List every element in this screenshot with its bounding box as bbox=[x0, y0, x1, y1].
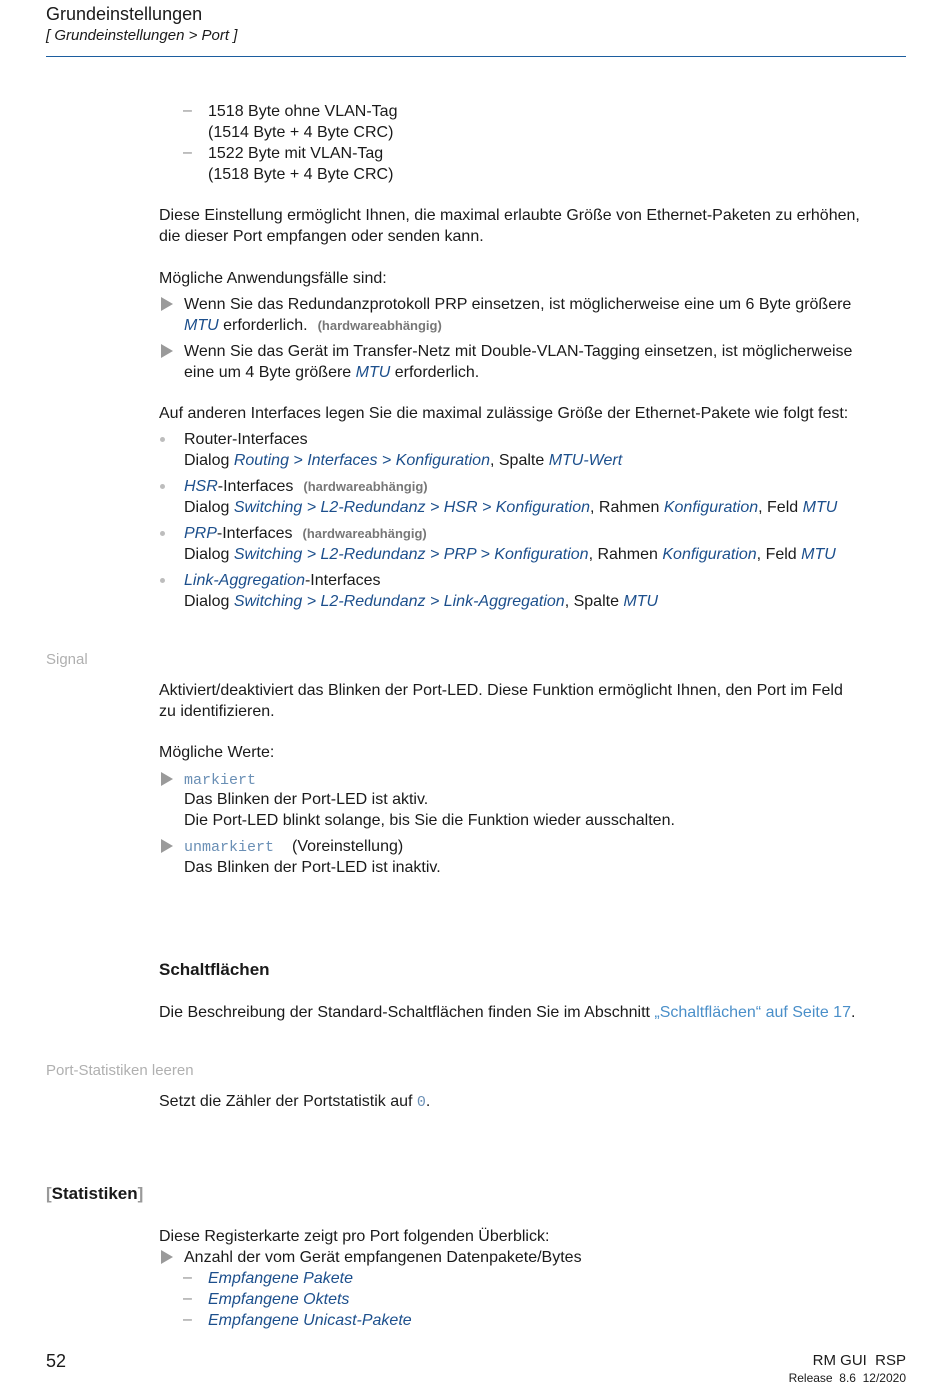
triangle-bullet-icon bbox=[161, 1250, 173, 1264]
buttons-text: Die Beschreibung der Standard-Schaltflächen finden Sie im Abschnitt „Schaltflächen“ auf Seite 17. bbox=[159, 1004, 856, 1021]
hsr-link[interactable]: HSR bbox=[184, 478, 218, 495]
hsr-interfaces-dialog: Dialog Switching > L2-Redundanz > HSR > Konfiguration, Rahmen Konfiguration, Feld MTU bbox=[184, 499, 838, 516]
lag-interfaces-dialog: Dialog Switching > L2-Redundanz > Link-Aggregation, Spalte MTU bbox=[184, 593, 659, 610]
dash-bullet: – bbox=[183, 144, 192, 161]
konfiguration-frame-link[interactable]: Konfiguration bbox=[662, 546, 757, 563]
mtu-link[interactable]: MTU bbox=[355, 364, 391, 381]
dot-bullet bbox=[160, 578, 165, 583]
received-unicast-link[interactable]: Empfangene Unicast-Pakete bbox=[208, 1312, 412, 1329]
dash-bullet: – bbox=[183, 102, 192, 119]
prp-link[interactable]: PRP bbox=[184, 525, 217, 542]
router-interfaces-title: Router-Interfaces bbox=[184, 431, 308, 448]
mtu-value-1-line1: 1518 Byte ohne VLAN-Tag bbox=[208, 103, 398, 120]
dash-bullet: – bbox=[183, 1269, 192, 1286]
usecase-1-line1: Wenn Sie das Redundanzprotokoll PRP einsetzen, ist möglicherweise eine um 6 Byte größere bbox=[184, 296, 852, 313]
release-info: Release 8.6 12/2020 bbox=[788, 1371, 906, 1385]
konfiguration-frame-link[interactable]: Konfiguration bbox=[663, 499, 759, 516]
received-packets-link[interactable]: Empfangene Pakete bbox=[208, 1270, 353, 1287]
signal-checked-line2: Die Port-LED blinkt solange, bis Sie die Funktion wieder ausschalten. bbox=[184, 812, 675, 829]
link-aggregation-link[interactable]: Link-Aggregation bbox=[184, 572, 305, 589]
signal-unchecked-value: unmarkiert (Voreinstellung) bbox=[184, 838, 404, 856]
triangle-bullet-icon bbox=[161, 839, 173, 853]
mtu-value-1-line2: (1514 Byte + 4 Byte CRC) bbox=[208, 124, 394, 141]
hsr-interfaces-title: HSR-Interfaces (hardwareabhängig) bbox=[184, 478, 428, 495]
dot-bullet bbox=[160, 437, 165, 442]
signal-label: Signal bbox=[46, 651, 88, 668]
statistics-intro: Diese Registerkarte zeigt pro Port folgenden Überblick: bbox=[159, 1228, 550, 1245]
prp-interfaces-dialog: Dialog Switching > L2-Redundanz > PRP > Konfiguration, Rahmen Konfiguration, Feld MTU bbox=[184, 546, 836, 563]
hsr-config-link[interactable]: Switching > L2-Redundanz > HSR > Konfiguration bbox=[233, 499, 591, 516]
lag-interfaces-title: Link-Aggregation-Interfaces bbox=[184, 572, 381, 589]
mtu-value-2-line1: 1522 Byte mit VLAN-Tag bbox=[208, 145, 384, 162]
signal-desc-line1: Aktiviert/deaktiviert das Blinken der Port-LED. Diese Funktion ermöglicht Ihnen, den Port im Feld bbox=[159, 682, 843, 699]
page-header-title: Grundeinstellungen bbox=[46, 4, 203, 24]
mtu-field-link[interactable]: MTU bbox=[801, 546, 836, 563]
doc-name: RM GUI RSP bbox=[812, 1352, 906, 1369]
mtu-desc-line2: die dieser Port empfangen oder senden kann. bbox=[159, 228, 484, 245]
mtu-column-link[interactable]: MTU bbox=[623, 593, 659, 610]
triangle-bullet-icon bbox=[161, 344, 173, 358]
hardware-note: (hardwareabhängig) bbox=[317, 318, 442, 333]
usecase-2-line1: Wenn Sie das Gerät im Transfer-Netz mit Double-VLAN-Tagging einsetzen, ist möglicherweise bbox=[184, 343, 853, 360]
received-octets-link[interactable]: Empfangene Oktets bbox=[208, 1291, 350, 1308]
clear-stats-text: Setzt die Zähler der Portstatistik auf 0. bbox=[159, 1093, 431, 1111]
usecases-intro: Mögliche Anwendungsfälle sind: bbox=[159, 270, 387, 287]
statistics-tab-heading: [Statistiken] bbox=[46, 1184, 144, 1203]
dash-bullet: – bbox=[183, 1311, 192, 1328]
usecase-1-line2: MTU erforderlich. (hardwareabhängig) bbox=[184, 317, 442, 334]
prp-config-link[interactable]: Switching > L2-Redundanz > PRP > Konfiguration bbox=[233, 546, 589, 563]
routing-interfaces-config-link[interactable]: Routing > Interfaces > Konfiguration bbox=[233, 452, 490, 469]
mtu-field-link[interactable]: MTU bbox=[802, 499, 838, 516]
dot-bullet bbox=[160, 484, 165, 489]
mtu-wert-link[interactable]: MTU-Wert bbox=[548, 452, 623, 469]
hardware-note: (hardwareabhängig) bbox=[302, 526, 427, 541]
signal-checked-line1: Das Blinken der Port-LED ist aktiv. bbox=[184, 791, 429, 808]
dash-bullet: – bbox=[183, 1290, 192, 1307]
signal-unchecked-line1: Das Blinken der Port-LED ist inaktiv. bbox=[184, 859, 441, 876]
mtu-value-2-line2: (1518 Byte + 4 Byte CRC) bbox=[208, 166, 394, 183]
triangle-bullet-icon bbox=[161, 772, 173, 786]
mtu-desc-line1: Diese Einstellung ermöglicht Ihnen, die maximal erlaubte Größe von Ethernet-Paketen zu erhöhen, bbox=[159, 207, 860, 224]
interfaces-intro: Auf anderen Interfaces legen Sie die maximal zulässige Größe der Ethernet-Pakete wie folgt fest: bbox=[159, 405, 849, 422]
usecase-2-line2: eine um 4 Byte größere MTU erforderlich. bbox=[184, 364, 480, 381]
prp-interfaces-title: PRP-Interfaces (hardwareabhängig) bbox=[184, 525, 427, 542]
buttons-heading: Schaltflächen bbox=[159, 960, 270, 979]
router-interfaces-dialog: Dialog Routing > Interfaces > Konfiguration, Spalte MTU-Wert bbox=[184, 452, 623, 469]
signal-checked-value: markiert bbox=[184, 772, 257, 789]
breadcrumb: [ Grundeinstellungen > Port ] bbox=[46, 27, 238, 44]
clear-stats-label: Port-Statistiken leeren bbox=[46, 1062, 194, 1079]
schaltflaechen-page-link[interactable]: „Schaltflächen“ auf Seite 17 bbox=[654, 1004, 851, 1021]
mtu-link[interactable]: MTU bbox=[184, 317, 219, 334]
signal-desc-line2: zu identifizieren. bbox=[159, 703, 275, 720]
dot-bullet bbox=[160, 531, 165, 536]
hardware-note: (hardwareabhängig) bbox=[303, 479, 428, 494]
page-number: 52 bbox=[46, 1351, 67, 1371]
statistics-item: Anzahl der vom Gerät empfangenen Datenpakete/Bytes bbox=[184, 1249, 582, 1266]
header-divider bbox=[46, 56, 906, 57]
triangle-bullet-icon bbox=[161, 297, 173, 311]
signal-values-intro: Mögliche Werte: bbox=[159, 744, 275, 761]
link-aggregation-path-link[interactable]: Switching > L2-Redundanz > Link-Aggregation bbox=[233, 593, 565, 610]
